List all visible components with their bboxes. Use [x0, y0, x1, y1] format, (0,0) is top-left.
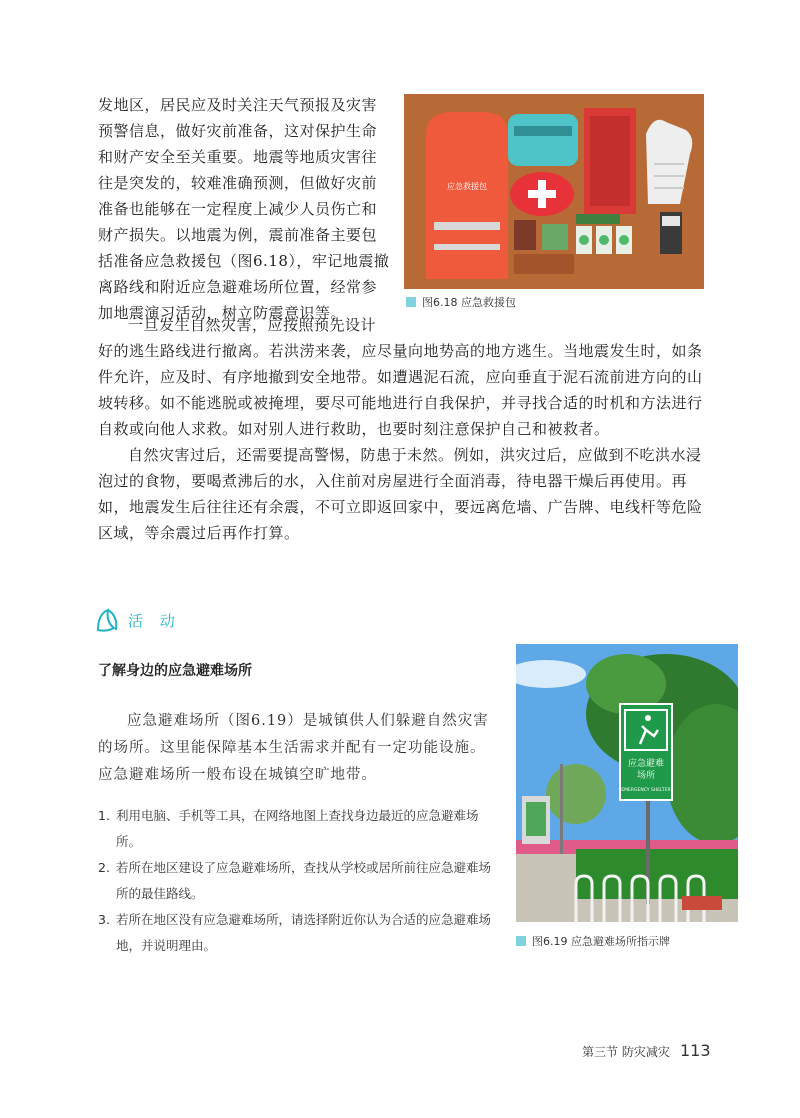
figure-6-19-photo: [516, 644, 738, 922]
kit-label: 应急救援包: [447, 182, 487, 191]
caption-marker: [516, 936, 526, 946]
figure-6-19-caption-text: 图6.19 应急避难场所指示牌: [532, 935, 670, 948]
paragraph-2-start: 一旦发生自然灾害，应按照预先设计: [128, 316, 377, 334]
footer-section-title: 第三节 防灾减灾: [582, 1045, 670, 1059]
page-number: 113: [680, 1041, 711, 1060]
shelter-sign-illustration: [516, 644, 738, 922]
figure-6-18-caption-text: 图6.18 应急救援包: [422, 296, 516, 309]
emergency-kit-illustration: [404, 94, 704, 289]
activity-header: [94, 606, 214, 634]
activity-title: 了解身边的应急避难场所: [98, 663, 252, 679]
sign-text-en: EMERGENCY SHELTER: [621, 788, 671, 793]
list-item: [98, 907, 498, 959]
paragraph-1: 发地区，居民应及时关注天气预报及灾害预警信息，做好灾前准备，这对保护生命和财产安全至关重要。地震等地质灾害往往是突发的，较难准确预测，但做好灾前准备也能够在一定程度上减少人员伤亡和财产损失。以地震为例，震前准备主要包括准备应急救援包（图6.18），牢记地震撤离路线和附近应急避难场所位置，经常参加地震演习活动，树立防震意识等。: [98, 96, 390, 322]
list-item: [98, 855, 498, 907]
list-item-number: 1.: [98, 808, 110, 823]
list-item-text: 利用电脑、手机等工具，在网络地图上查找身边最近的应急避难场所。: [116, 808, 479, 849]
activity-leaf-icon: [94, 606, 122, 634]
sign-text-line1: 应急避难: [627, 759, 665, 769]
activity-label: 活 动: [128, 611, 181, 630]
activity-intro: 应急避难场所（图6.19）是城镇供人们躲避自然灾害的场所。这里能保障基本生活需求并配有一定功能设施。应急避难场所一般布设在城镇空旷地带。: [98, 713, 489, 783]
paragraph-3: 自然灾害过后，还需要提高警惕，防患于未然。例如，洪灾过后，应做到不吃洪水浸泡过的食物，要喝煮沸后的水，入住前对房屋进行全面消毒，待电器干燥后再使用。再如，地震发生后往往还有余震，不可立即返回家中，要远离危墙、广告牌、电线杆等危险区域，等余震过后再作打算。: [98, 446, 703, 542]
list-item-number: 3.: [98, 912, 110, 927]
figure-6-18-caption: [406, 295, 686, 309]
figure-6-19-caption: [516, 934, 738, 948]
activity-task-list: [98, 803, 498, 959]
list-item-text: 若所在地区建设了应急避难场所，查找从学校或居所前往应急避难场所的最佳路线。: [116, 860, 492, 901]
figure-6-18-photo: [404, 94, 704, 289]
list-item-number: 2.: [98, 860, 110, 875]
paragraph-2-rest: 好的逃生路线进行撤离。若洪涝来袭，应尽量向地势高的地方逃生。当地震发生时，如条件允许，应及时、有序地撤到安全地带。如遭遇泥石流，应向垂直于泥石流前进方向的山坡转移。如不能逃脱或被掩埋，要尽可能地进行自我保护，并寻找合适的时机和方法进行自救或向他人求救。如对别人进行救助，也要时刻注意保护自己和被救者。: [98, 342, 703, 438]
list-item-text: 若所在地区没有应急避难场所，请选择附近你认为合适的应急避难场地，并说明理由。: [116, 912, 492, 953]
caption-marker: [406, 297, 416, 307]
sign-text-line2: 场所: [636, 771, 656, 781]
list-item: [98, 803, 498, 855]
